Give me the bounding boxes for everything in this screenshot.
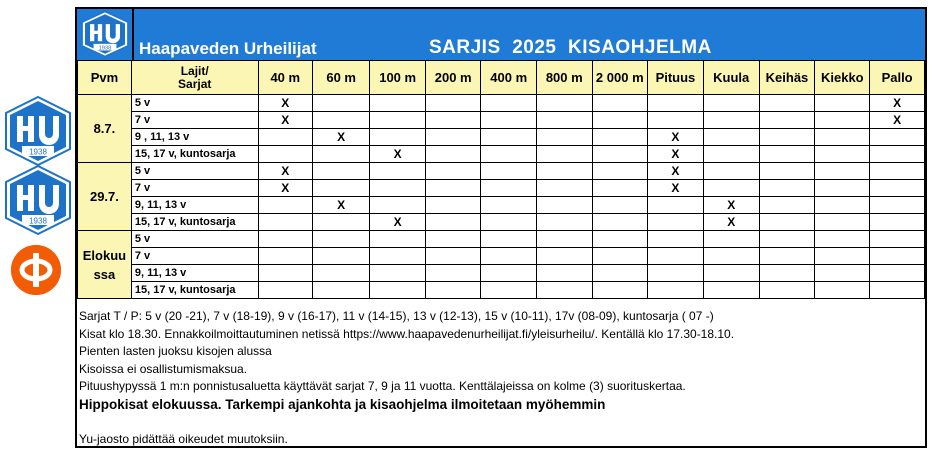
event-cell (815, 231, 870, 248)
event-cell (425, 95, 481, 112)
event-cell (425, 146, 481, 163)
column-header: Pvm (78, 61, 132, 95)
event-cell (312, 248, 369, 265)
event-cell: X (648, 146, 704, 163)
event-cell (425, 180, 481, 197)
series-cell: 5 v (131, 231, 258, 248)
series-cell: 15, 17 v, kuntosarja (131, 282, 258, 299)
column-header (131, 61, 258, 95)
column-header: 100 m (370, 61, 426, 95)
page-title: SARJIS 2025 KISAOHJELMA (429, 37, 712, 58)
event-cell (703, 95, 759, 112)
event-cell (703, 129, 759, 146)
event-cell (258, 197, 312, 214)
event-cell (312, 95, 369, 112)
event-cell (815, 197, 870, 214)
series-cell: 7 v (131, 112, 258, 129)
column-header: 2 000 m (592, 61, 648, 95)
event-cell (425, 129, 481, 146)
event-cell (759, 197, 815, 214)
event-cell (703, 282, 759, 299)
event-cell (536, 231, 592, 248)
event-cell: X (703, 214, 759, 231)
column-header: 40 m (258, 61, 312, 95)
event-cell (870, 146, 925, 163)
event-cell (312, 180, 369, 197)
event-cell (312, 146, 369, 163)
event-cell (592, 95, 648, 112)
logo-year-text: 1938 (29, 216, 47, 226)
event-cell (759, 129, 815, 146)
table-row (78, 214, 925, 231)
event-cell (425, 265, 481, 282)
event-cell (481, 163, 537, 180)
event-cell (759, 163, 815, 180)
column-header: 200 m (425, 61, 481, 95)
event-cell (481, 265, 537, 282)
date-cell: 29.7. (78, 163, 132, 231)
event-cell: X (648, 129, 704, 146)
event-cell (648, 112, 704, 129)
table-row (78, 146, 925, 163)
event-cell: X (258, 180, 312, 197)
event-cell (425, 282, 481, 299)
event-cell: X (258, 163, 312, 180)
column-header: 800 m (536, 61, 592, 95)
event-cell (592, 129, 648, 146)
date-cell: 8.7. (78, 95, 132, 163)
event-cell (425, 231, 481, 248)
event-cell (258, 231, 312, 248)
event-cell (648, 282, 704, 299)
event-cell: X (312, 197, 369, 214)
event-cell (759, 146, 815, 163)
event-cell (481, 129, 537, 146)
table-row (78, 163, 925, 180)
event-cell (759, 112, 815, 129)
event-cell (815, 282, 870, 299)
event-cell (481, 231, 537, 248)
event-cell (703, 248, 759, 265)
event-cell (648, 197, 704, 214)
table-row (78, 248, 925, 265)
event-cell (370, 129, 426, 146)
note-line: Kisoissa ei osallistumismaksua. (79, 361, 248, 376)
event-cell: X (258, 112, 312, 129)
date-line: Elokuu (82, 247, 127, 263)
column-header: Pituus (648, 61, 704, 95)
note-line: Sarjat T / P: 5 v (20 -21), 7 v (18-19), 9 v (16-17), 11 v (14-15), 13 v (12-13), 15 v (10-11), 17v (08-09), kuntosarja ( 07 -) (79, 309, 714, 323)
series-cell: 7 v (131, 248, 258, 265)
table-row (78, 282, 925, 299)
series-cell: 15, 17 v, kuntosarja (131, 214, 258, 231)
event-cell (370, 231, 426, 248)
event-cell (258, 214, 312, 231)
event-cell (703, 265, 759, 282)
event-cell: X (870, 95, 925, 112)
event-cell (481, 282, 537, 299)
event-cell (481, 112, 537, 129)
event-cell (536, 163, 592, 180)
event-cell (870, 265, 925, 282)
event-cell (481, 146, 537, 163)
event-cell (425, 197, 481, 214)
event-cell (703, 231, 759, 248)
event-cell (425, 248, 481, 265)
column-header: Kuula (703, 61, 759, 95)
event-cell (425, 163, 481, 180)
event-cell (258, 282, 312, 299)
header-bar (77, 9, 925, 62)
series-cell: 5 v (131, 163, 258, 180)
event-cell (759, 282, 815, 299)
event-cell (536, 197, 592, 214)
event-cell (592, 282, 648, 299)
column-header: 60 m (312, 61, 369, 95)
table-row (78, 95, 925, 112)
date-line: ssa (93, 266, 116, 282)
event-cell: X (703, 197, 759, 214)
table-row (78, 112, 925, 129)
event-cell (592, 197, 648, 214)
event-cell (815, 129, 870, 146)
note-line: Yu-jaosto pidättää oikeudet muutoksiin. (79, 432, 288, 446)
club-name: Haapaveden Urheilijat (139, 39, 317, 58)
event-cell (759, 180, 815, 197)
event-cell (648, 231, 704, 248)
event-cell (815, 248, 870, 265)
event-cell (759, 248, 815, 265)
event-cell (870, 214, 925, 231)
date-cell (78, 231, 132, 299)
event-cell (648, 214, 704, 231)
event-cell (258, 146, 312, 163)
event-cell (870, 197, 925, 214)
event-cell (648, 95, 704, 112)
divider (132, 9, 134, 60)
event-cell (536, 146, 592, 163)
event-cell (759, 231, 815, 248)
event-cell (815, 112, 870, 129)
event-cell (536, 112, 592, 129)
event-cell: X (648, 163, 704, 180)
event-cell (312, 282, 369, 299)
series-cell: 5 v (131, 95, 258, 112)
event-cell: X (312, 129, 369, 146)
header-row (78, 61, 925, 95)
event-cell (815, 146, 870, 163)
series-cell: 9, 11, 13 v (131, 265, 258, 282)
event-cell (759, 95, 815, 112)
event-cell (592, 231, 648, 248)
column-header: Kiekko (815, 61, 870, 95)
event-cell (312, 265, 369, 282)
event-cell (703, 163, 759, 180)
event-cell (536, 214, 592, 231)
event-cell (481, 180, 537, 197)
event-cell (815, 163, 870, 180)
event-cell: X (370, 214, 426, 231)
event-cell (536, 180, 592, 197)
event-cell (370, 197, 426, 214)
event-cell (536, 265, 592, 282)
event-cell (592, 248, 648, 265)
event-cell (258, 129, 312, 146)
event-cell (312, 214, 369, 231)
event-cell: X (870, 112, 925, 129)
event-cell (536, 95, 592, 112)
event-cell (870, 180, 925, 197)
event-cell (870, 231, 925, 248)
hu-logo-icon (80, 11, 130, 57)
event-cell (425, 214, 481, 231)
event-cell (370, 265, 426, 282)
event-cell (258, 248, 312, 265)
event-cell (370, 112, 426, 129)
table-row (78, 129, 925, 146)
event-cell (815, 95, 870, 112)
note-line-bold: Hippokisat elokuussa. Tarkempi ajankohta ja kisaohjelma ilmoitetaan myöhemmin (79, 396, 606, 412)
table-row (78, 231, 925, 248)
event-cell (648, 265, 704, 282)
series-cell: 9 , 11, 13 v (131, 129, 258, 146)
spacer (79, 413, 925, 431)
event-cell (592, 180, 648, 197)
header-line: Sarjat (178, 76, 212, 91)
event-cell (592, 163, 648, 180)
column-header: Pallo (870, 61, 925, 95)
note-line: Kisat klo 18.30. Ennakkoilmoittautuminen netissä https://www.haapavedenurheilijat.fi/yleisurheilu/. Kentällä klo 17.30-18.10. (79, 326, 735, 341)
event-cell (312, 163, 369, 180)
event-cell (815, 180, 870, 197)
column-header: Keihäs (759, 61, 815, 95)
event-cell (870, 248, 925, 265)
header-line: Lajit/ (180, 63, 209, 78)
event-cell (481, 248, 537, 265)
series-cell: 15, 17 v, kuntosarja (131, 146, 258, 163)
event-cell (870, 163, 925, 180)
event-cell (481, 95, 537, 112)
event-cell (703, 180, 759, 197)
event-cell (370, 282, 426, 299)
event-cell (592, 112, 648, 129)
event-cell (703, 146, 759, 163)
schedule-sheet (75, 7, 927, 448)
event-cell (370, 248, 426, 265)
event-cell (481, 214, 537, 231)
event-cell (536, 248, 592, 265)
event-cell (425, 112, 481, 129)
note-line: Pienten lasten juoksu kisojen alussa (79, 344, 272, 358)
event-cell (870, 282, 925, 299)
series-cell: 9, 11, 13 v (131, 197, 258, 214)
event-cell: X (370, 146, 426, 163)
event-cell (536, 282, 592, 299)
series-cell: 7 v (131, 180, 258, 197)
event-cell (258, 265, 312, 282)
table-row (78, 180, 925, 197)
event-cell (592, 214, 648, 231)
hu-logo-icon (3, 165, 73, 235)
event-cell: X (648, 180, 704, 197)
event-cell (648, 248, 704, 265)
column-header: 400 m (481, 61, 537, 95)
event-cell (536, 129, 592, 146)
table-row (78, 197, 925, 214)
notes-section (77, 308, 925, 449)
event-cell (759, 214, 815, 231)
logo-year-text: 1938 (29, 147, 47, 157)
event-cell (759, 265, 815, 282)
event-cell (703, 112, 759, 129)
event-cell (815, 214, 870, 231)
veikkaus-logo-icon (11, 245, 61, 295)
table-row (78, 265, 925, 282)
event-cell: X (258, 95, 312, 112)
note-line: Pituushypyssä 1 m:n ponnistusaluetta käyttävät sarjat 7, 9 ja 11 vuotta. Kenttälajeissa on kolme (3) suorituskertaa. (79, 379, 686, 393)
event-cell (592, 146, 648, 163)
event-cell (312, 112, 369, 129)
event-cell (815, 265, 870, 282)
event-cell (370, 180, 426, 197)
event-cell (370, 163, 426, 180)
hu-logo-icon (3, 96, 73, 166)
logo-year-text: 1938 (98, 45, 112, 52)
event-cell (592, 265, 648, 282)
event-cell (312, 231, 369, 248)
event-cell (870, 129, 925, 146)
event-cell (481, 197, 537, 214)
event-cell (370, 95, 426, 112)
schedule-table (77, 60, 925, 299)
